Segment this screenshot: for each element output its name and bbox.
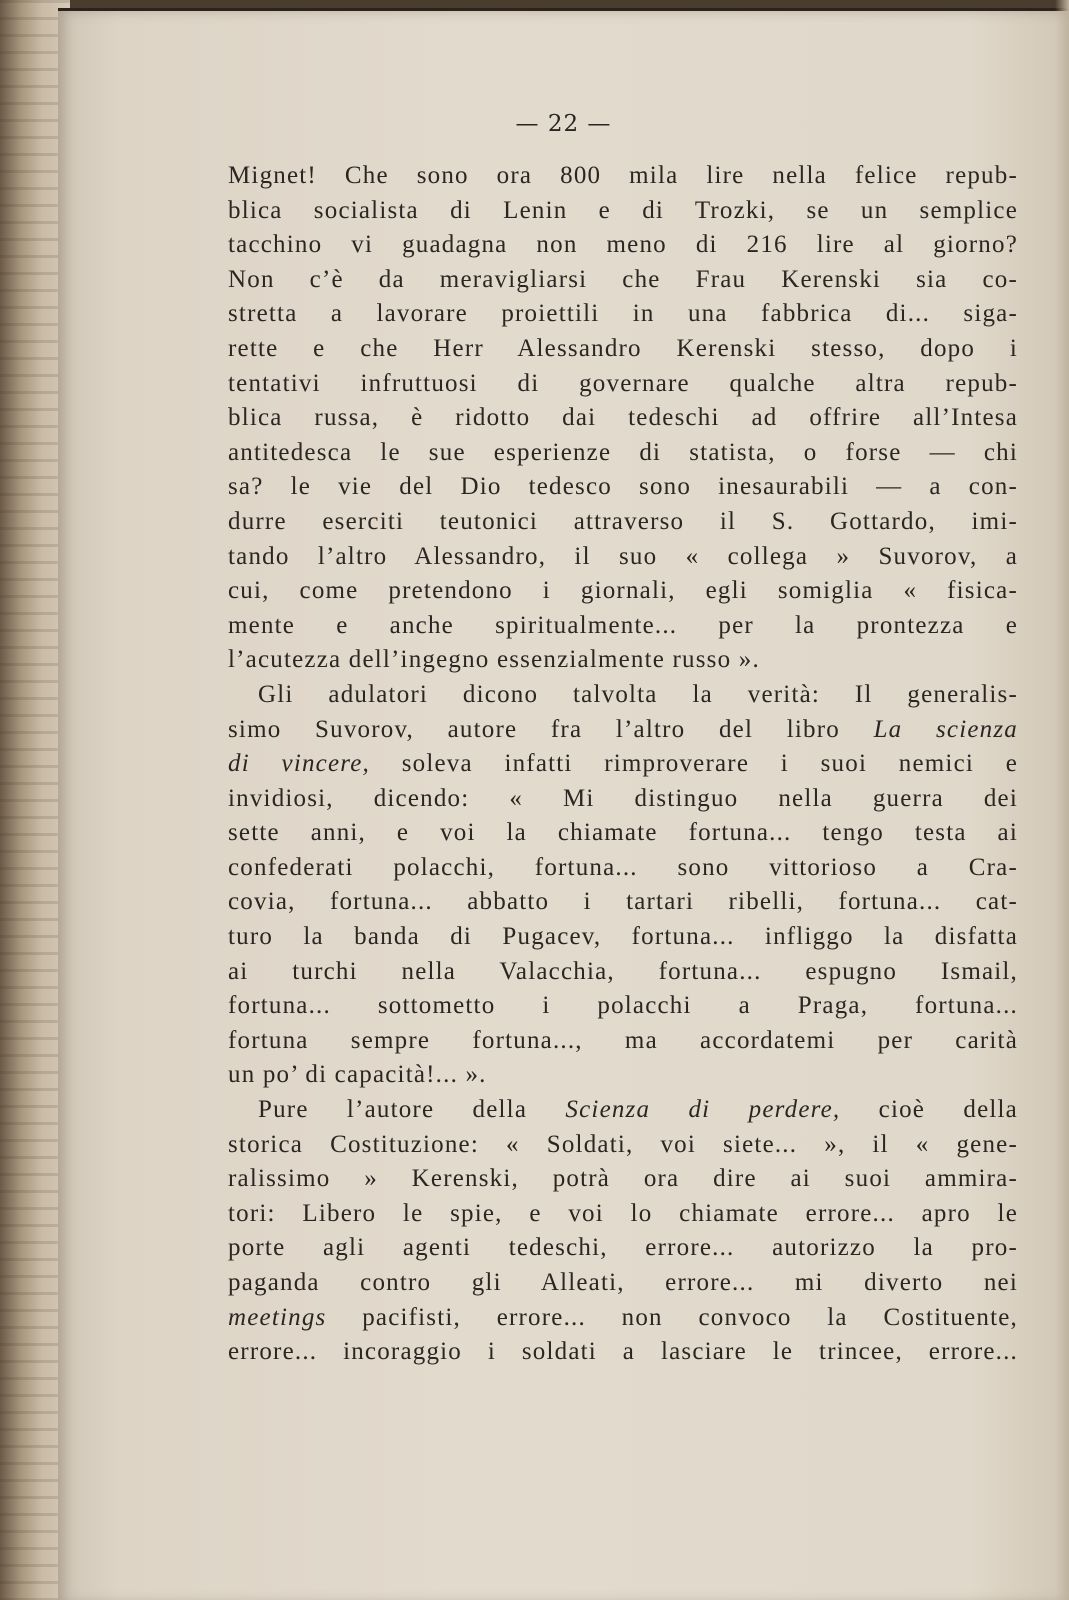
line-text: Pure l’autore della	[258, 1096, 566, 1124]
text-line	[228, 332, 1018, 367]
text-line	[228, 1266, 1018, 1301]
page-sheet	[58, 8, 1069, 1600]
line-text: durre eserciti teutonici attraverso il S. Gottardo, imi-	[228, 507, 1018, 535]
text-line	[228, 159, 1018, 194]
line-text: blica socialista di Lenin e di Trozki, se un semplice	[228, 196, 1018, 224]
text-line	[228, 955, 1018, 990]
line-text: porte agli agenti tedeschi, errore... autorizzo la pro-	[228, 1234, 1018, 1262]
line-text: tacchino vi guadagna non meno di 216 lire al giorno?	[228, 231, 1018, 259]
line-text: tentativi infruttuosi di governare qualche altra repub-	[228, 369, 1018, 397]
line-text: errore... incoraggio i soldati a lasciare le trincee, errore...	[228, 1338, 1018, 1366]
text-line	[228, 678, 1018, 713]
line-text: paganda contro gli Alleati, errore... mi diverto nei	[228, 1269, 1018, 1296]
line-text: tando l’altro Alessandro, il suo « collega » Suvorov, a	[228, 542, 1018, 570]
text-line	[228, 609, 1018, 644]
line-text: tori: Libero le spie, e voi lo chiamate errore... apro le	[228, 1199, 1018, 1227]
italic-text: La scienza	[873, 715, 1018, 743]
text-line	[228, 194, 1018, 229]
text-line	[228, 470, 1018, 505]
italic-text: meetings	[228, 1303, 327, 1331]
text-line	[228, 885, 1018, 920]
line-text: antitedesca le sue esperienze di statista, o forse — chi	[228, 438, 1018, 466]
text-line	[228, 401, 1018, 436]
text-line	[228, 540, 1018, 575]
line-text: sette anni, e voi la chiamate fortuna... tengo testa ai	[228, 819, 1018, 847]
line-text: un po’ di capacità!... ».	[228, 1061, 487, 1089]
text-line	[228, 367, 1018, 402]
text-line	[228, 1231, 1018, 1266]
line-text: confederati polacchi, fortuna... sono vittorioso a Cra-	[228, 853, 1018, 881]
text-line	[228, 1162, 1018, 1197]
text-line	[228, 436, 1018, 471]
text-line	[228, 1058, 1018, 1093]
line-text: cioè della	[840, 1096, 1018, 1124]
body-text	[228, 159, 1018, 1370]
line-text: turo la banda di Pugacev, fortuna... infliggo la disfatta	[228, 923, 1018, 951]
text-line	[228, 851, 1018, 886]
text-line	[228, 1335, 1018, 1370]
text-line	[228, 1301, 1018, 1336]
page-edge-shadow	[1055, 0, 1069, 1600]
line-text: storica Costituzione: « Soldati, voi siete... », il « gene-	[228, 1130, 1018, 1158]
text-line	[228, 920, 1018, 955]
line-text: ralissimo » Kerenski, potrà ora dire ai suoi ammira-	[228, 1165, 1018, 1193]
text-line	[228, 713, 1018, 748]
text-line	[228, 297, 1018, 332]
line-text: l’acutezza dell’ingegno essenzialmente russo ».	[228, 646, 760, 674]
line-text: mente e anche spiritualmente... per la prontezza e	[228, 611, 1018, 639]
text-line	[228, 228, 1018, 263]
line-text: invidiosi, dicendo: « Mi distinguo nella guerra dei	[228, 784, 1018, 812]
line-text: Non c’è da meravigliarsi che Frau Kerenski sia co-	[228, 265, 1018, 293]
line-text: ai turchi nella Valacchia, fortuna... espugno Ismail,	[228, 957, 1018, 985]
line-text: rette e che Herr Alessandro Kerenski stesso, dopo i	[228, 334, 1018, 362]
text-line	[228, 1093, 1018, 1128]
text-line	[228, 643, 1018, 678]
text-line	[228, 1024, 1018, 1059]
text-line	[228, 816, 1018, 851]
text-line	[228, 747, 1018, 782]
text-line	[228, 782, 1018, 817]
line-text: stretta a lavorare proiettili in una fabbrica di... siga-	[228, 300, 1018, 328]
text-line	[228, 574, 1018, 609]
text-line	[228, 263, 1018, 298]
line-text: sa? le vie del Dio tedesco sono inesaurabili — a con-	[228, 473, 1018, 501]
line-text: Gli adulatori dicono talvolta la verità: Il generalis-	[258, 680, 1018, 708]
line-text: fortuna... sottometto i polacchi a Praga, fortuna...	[228, 992, 1018, 1020]
italic-text: Scienza di perdere,	[565, 1096, 841, 1124]
text-line	[228, 505, 1018, 540]
text-line	[228, 1197, 1018, 1232]
line-text: covia, fortuna... abbatto i tartari ribelli, fortuna... cat-	[228, 888, 1018, 916]
page-number: — 22 —	[515, 111, 612, 137]
line-text: blica russa, è ridotto dai tedeschi ad offrire all’Intesa	[228, 404, 1018, 432]
line-text: fortuna sempre fortuna..., ma accordatemi per carità	[228, 1026, 1018, 1054]
line-text: cui, come pretendono i giornali, egli somiglia « fisica-	[228, 577, 1018, 605]
text-line	[228, 989, 1018, 1024]
line-text: pacifisti, errore... non convoco la Costituente,	[326, 1303, 1018, 1331]
text-line	[228, 1128, 1018, 1163]
line-text: Mignet! Che sono ora 800 mila lire nella felice repub-	[228, 162, 1018, 189]
line-text: simo Suvorov, autore fra l’altro del libro	[228, 715, 874, 743]
line-text: soleva infatti rimproverare i suoi nemici e	[370, 750, 1018, 778]
italic-text: di vincere,	[228, 750, 371, 778]
